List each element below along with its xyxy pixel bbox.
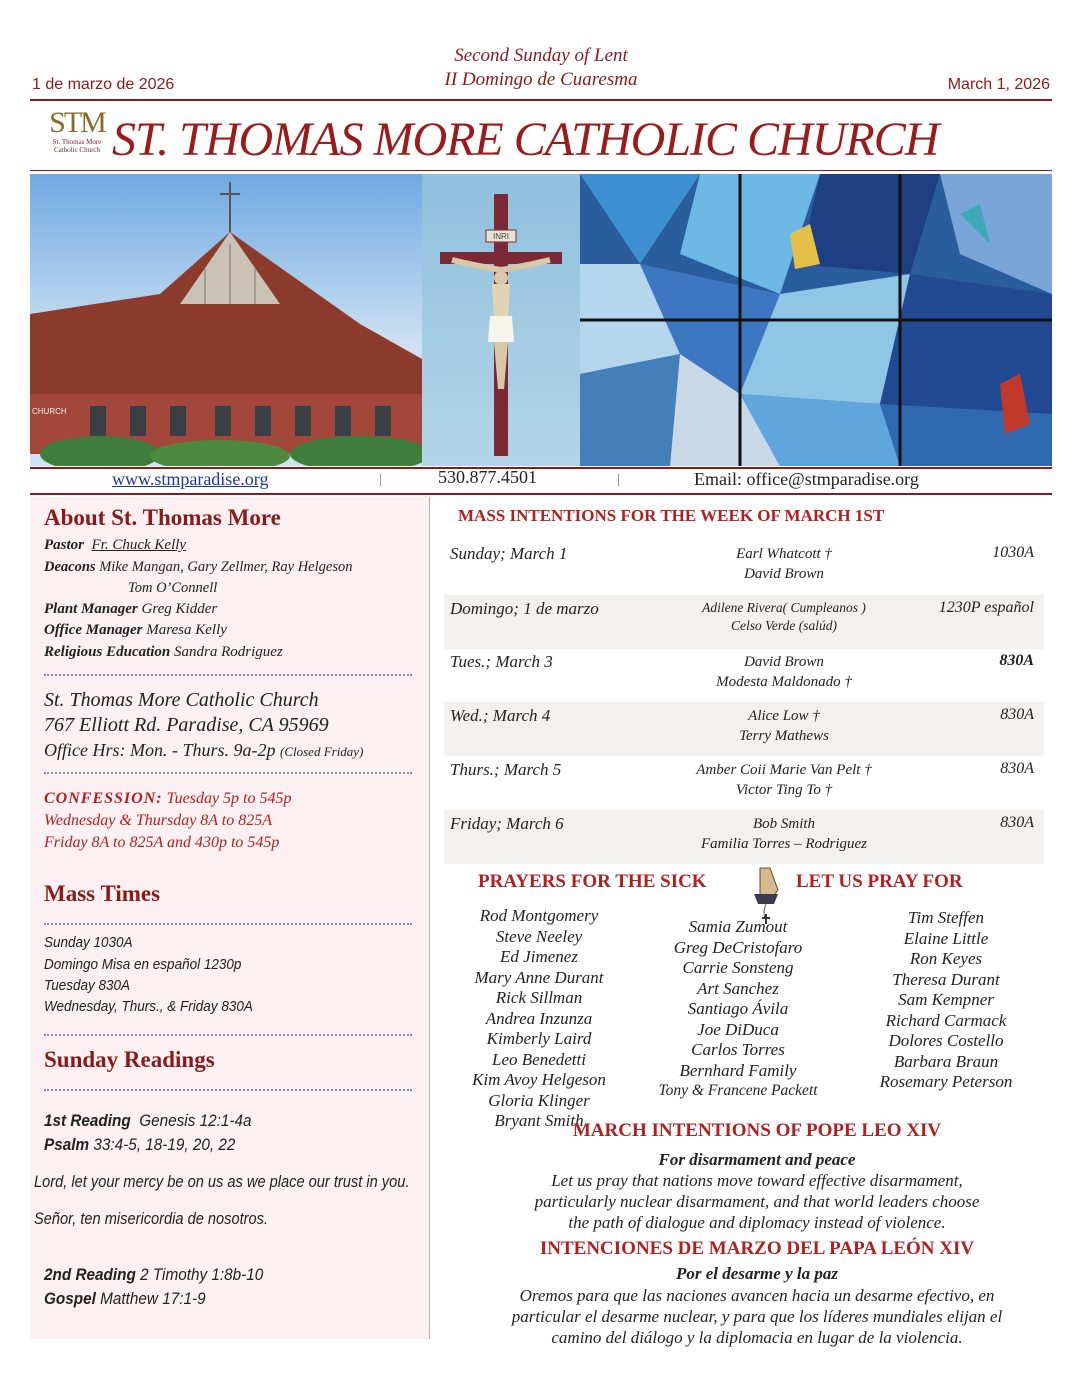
prayer-name: Steve Neeley: [495, 926, 583, 946]
inri-sign: INRI: [493, 232, 509, 241]
intention-name: Alice Low †: [748, 708, 820, 724]
psalm-response-en: Lord, let your mercy be on us as we place our trust in you.: [34, 1172, 410, 1191]
intention-name: Modesta Maldonado †: [716, 674, 852, 690]
phone-number: 530.877.4501: [438, 467, 537, 487]
prayer-name: Kim Avoy Helgeson: [472, 1070, 606, 1089]
religious-label: Religious Education: [44, 644, 171, 660]
intention-row: [444, 810, 1044, 864]
mass-times-title: Mass Times: [44, 881, 161, 906]
mass-time-line: Tuesday 830A: [44, 977, 131, 994]
address-name: St. Thomas More Catholic Church: [44, 689, 319, 711]
prayer-name: Andrea Inzunza: [485, 1008, 593, 1028]
prayer-name: Sam Kempner: [898, 990, 994, 1009]
office-hours-note: (Closed Friday): [280, 744, 364, 759]
office-manager-line: [44, 620, 227, 641]
pope-intentions-text-es: [432, 1285, 1082, 1348]
church-sign: CHURCH: [32, 407, 67, 416]
dotted-divider: [44, 923, 412, 925]
prayer-name: Greg DeCristofaro: [673, 937, 803, 957]
pastor-line: [44, 535, 186, 556]
prayer-name: Rod Montgomery: [479, 906, 599, 925]
intention-day: Tues.; March 3: [450, 652, 553, 671]
prayer-name: Art Sanchez: [697, 978, 779, 998]
intention-time: 830A: [1000, 706, 1034, 723]
prayer-name: Leo Benedetti: [492, 1049, 586, 1069]
deacons-label: Deacons: [44, 559, 96, 575]
intention-name: David Brown: [744, 566, 824, 582]
prayer-name: Joe DiDuca: [697, 1019, 779, 1039]
psalm-label: Psalm: [44, 1135, 90, 1154]
prayer-name: Ed Jimenez: [500, 947, 578, 966]
pope-text-line: particular el desarme nuclear, y para que los líderes mundiales elijan el: [511, 1307, 1003, 1326]
church-logo: [46, 108, 108, 164]
header-divider: [30, 99, 1052, 101]
office-label: Office Manager: [44, 622, 143, 638]
prayer-name: Carrie Sonsteng: [682, 958, 794, 977]
plant-manager-line: [44, 599, 217, 620]
prayer-name: Tim Steffen: [907, 908, 985, 927]
address-street: 767 Elliott Rd. Paradise, CA 95969: [44, 714, 329, 736]
prayer-name: Theresa Durant: [892, 969, 1000, 989]
confession-time-1: Tuesday 5p to 545p: [166, 790, 292, 807]
psalm-ref: 33:4-5, 18-19, 20, 22: [93, 1135, 236, 1154]
dotted-divider: [44, 772, 412, 774]
prayer-name: Rick Sillman: [495, 988, 583, 1007]
date-en: March 1, 2026: [947, 76, 1050, 93]
intention-day: Wed.; March 4: [450, 706, 551, 725]
confession-label: CONFESSION:: [44, 790, 163, 807]
intention-day: Sunday; March 1: [450, 544, 568, 563]
religious-name: Sandra Rodriguez: [174, 644, 283, 660]
intention-name: David Brown: [744, 654, 824, 670]
pope-intentions-title-en: MARCH INTENTIONS OF POPE LEO XIV: [572, 1120, 942, 1141]
intention-name: Adilene Rivera( Cumpleanos ): [702, 600, 866, 615]
intention-name: Bob Smith: [752, 816, 816, 832]
second-reading-label: 2nd Reading: [44, 1265, 136, 1284]
intention-time: 830A: [1000, 814, 1034, 831]
intention-row: [444, 702, 1044, 756]
prayer-names-col3: [864, 908, 1028, 1093]
prayer-name: Kimberly Laird: [486, 1029, 592, 1048]
confession-line-1: [44, 788, 291, 810]
intention-time: 1230P español: [938, 599, 1034, 616]
plant-name: Greg Kidder: [141, 601, 218, 617]
intention-row: [444, 756, 1044, 810]
prayer-names-col2: [648, 917, 828, 1102]
dotted-divider: [44, 1089, 412, 1091]
church-title: ST. THOMAS MORE CATHOLIC CHURCH: [112, 113, 939, 166]
prayer-name: Rosemary Peterson: [879, 1072, 1013, 1091]
confession-line-2: Wednesday & Thursday 8A to 825A: [44, 812, 272, 829]
confession-line-3: Friday 8A to 825A and 430p to 545p: [44, 834, 280, 851]
prayer-name: Samia Zumout: [688, 917, 788, 936]
occasion-en: Second Sunday of Lent: [454, 45, 628, 66]
stained-glass-photo: [580, 174, 1052, 466]
intention-names: [644, 544, 924, 584]
mass-time-line: Sunday 1030A: [44, 934, 133, 951]
intention-day: Thurs.; March 5: [450, 760, 562, 779]
first-reading-label: 1st Reading: [44, 1111, 131, 1130]
prayer-name: Santiago Ávila: [687, 999, 789, 1018]
intention-name: Victor Ting To †: [735, 782, 833, 798]
prayer-name: Ron Keyes: [909, 949, 983, 968]
about-title: About St. Thomas More: [44, 505, 281, 530]
mass-time-line: Wednesday, Thurs., & Friday 830A: [44, 998, 253, 1015]
intention-time: 830A: [1000, 760, 1034, 777]
prayer-name: Tony & Francene Packett: [658, 1082, 818, 1099]
first-reading: [44, 1109, 252, 1132]
intention-names: [644, 760, 924, 800]
prayer-name: Dolores Costello: [888, 1031, 1004, 1050]
pope-intentions-subtitle-en: For disarmament and peace: [658, 1150, 856, 1169]
office-name: Maresa Kelly: [146, 622, 227, 638]
first-reading-ref: Genesis 12:1-4a: [139, 1111, 252, 1130]
logo-text: St. Thomas More Catholic Church: [52, 138, 102, 154]
email-address[interactable]: Email: office@stmparadise.org: [694, 469, 919, 489]
pope-intentions-subtitle-es: Por el desarme y la paz: [676, 1264, 838, 1283]
mass-time-line: Domingo Misa en español 1230p: [44, 956, 242, 973]
intention-names: [644, 652, 924, 692]
psalm-response-es: Señor, ten misericordia de nosotros.: [34, 1209, 269, 1228]
intention-name: Familia Torres – Rodriguez: [701, 836, 867, 852]
intention-name: Amber Coii Marie Van Pelt †: [696, 762, 872, 778]
intention-names: [644, 599, 924, 635]
pope-text-line: camino del diálogo y la diplomacia en lugar de la violencia.: [551, 1328, 963, 1347]
pope-text-line: Oremos para que las naciones avancen hacia un desarme efectivo, en: [519, 1286, 995, 1305]
prayer-name: Barbara Braun: [893, 1051, 999, 1071]
pope-text-line: particularly nuclear disarmament, and that world leaders choose: [534, 1192, 980, 1211]
church-building-photo: [30, 174, 422, 466]
intention-name: Terry Mathews: [739, 728, 829, 744]
dotted-divider: [44, 674, 412, 676]
pope-intentions-title-es: INTENCIONES DE MARZO DEL PAPA LEÓN XIV: [539, 1238, 975, 1259]
prayer-names-col1: [458, 906, 620, 1132]
intention-day: Friday; March 6: [450, 814, 564, 833]
prayer-name: Bernhard Family: [679, 1060, 797, 1080]
deacons-line-2: Tom O’Connell: [128, 580, 218, 596]
pope-intentions-text-en: [432, 1170, 1082, 1233]
second-reading-ref: 2 Timothy 1:8b-10: [140, 1265, 264, 1284]
crucifix-photo: [422, 174, 580, 466]
prayer-name: Carlos Torres: [691, 1040, 785, 1059]
pope-text-line: the path of dialogue and diplomacy instead of violence.: [568, 1213, 946, 1232]
dotted-divider: [44, 1034, 412, 1036]
intention-row: [444, 595, 1044, 649]
deacons-names: Mike Mangan, Gary Zellmer, Ray Helgeson: [99, 559, 353, 575]
gospel: [44, 1287, 206, 1310]
intention-name: Earl Whatcott †: [736, 546, 832, 562]
pastor-name: Fr. Chuck Kelly: [91, 537, 187, 553]
deacons-line: [44, 557, 352, 578]
prayer-name: Richard Carmack: [885, 1010, 1007, 1030]
logo-mark: STM: [49, 106, 105, 139]
intention-day: Domingo; 1 de marzo: [450, 599, 599, 618]
prayer-name: Bryant Smith: [494, 1111, 584, 1130]
intention-row: [444, 648, 1044, 702]
prayers-title-left: PRAYERS FOR THE SICK: [478, 871, 707, 892]
intention-names: [644, 706, 924, 746]
prayer-name: Mary Anne Durant: [474, 967, 604, 987]
mass-intentions-title: MASS INTENTIONS FOR THE WEEK OF MARCH 1ST: [458, 506, 885, 525]
pastor-label: Pastor: [44, 537, 85, 553]
intention-name: Celso Verde (salúd): [731, 618, 837, 633]
readings-title: Sunday Readings: [44, 1047, 215, 1072]
office-hours: [44, 738, 363, 764]
office-hours-text: Office Hrs: Mon. - Thurs. 9a-2p: [44, 740, 276, 760]
prayer-name: Gloria Klinger: [488, 1090, 590, 1110]
plant-label: Plant Manager: [44, 601, 138, 617]
occasion-es: II Domingo de Cuaresma: [444, 69, 638, 90]
gospel-ref: Matthew 17:1-9: [100, 1289, 206, 1308]
prayer-name: Elaine Little: [903, 928, 989, 948]
psalm: [44, 1133, 235, 1156]
intention-names: [644, 814, 924, 854]
gospel-label: Gospel: [44, 1289, 96, 1308]
intention-time: 830A: [999, 652, 1034, 669]
date-es: 1 de marzo de 2026: [32, 76, 175, 93]
intention-row: [444, 540, 1044, 594]
separator: [380, 474, 381, 486]
pope-text-line: Let us pray that nations move toward effective disarmament,: [551, 1171, 963, 1190]
website-link[interactable]: www.stmparadise.org: [112, 469, 269, 489]
title-divider: [30, 170, 1052, 171]
second-reading: [44, 1263, 263, 1286]
religious-ed-line: [44, 642, 283, 663]
prayers-title-right: LET US PRAY FOR: [796, 871, 963, 892]
intention-time: 1030A: [992, 544, 1034, 561]
separator: [618, 474, 619, 486]
